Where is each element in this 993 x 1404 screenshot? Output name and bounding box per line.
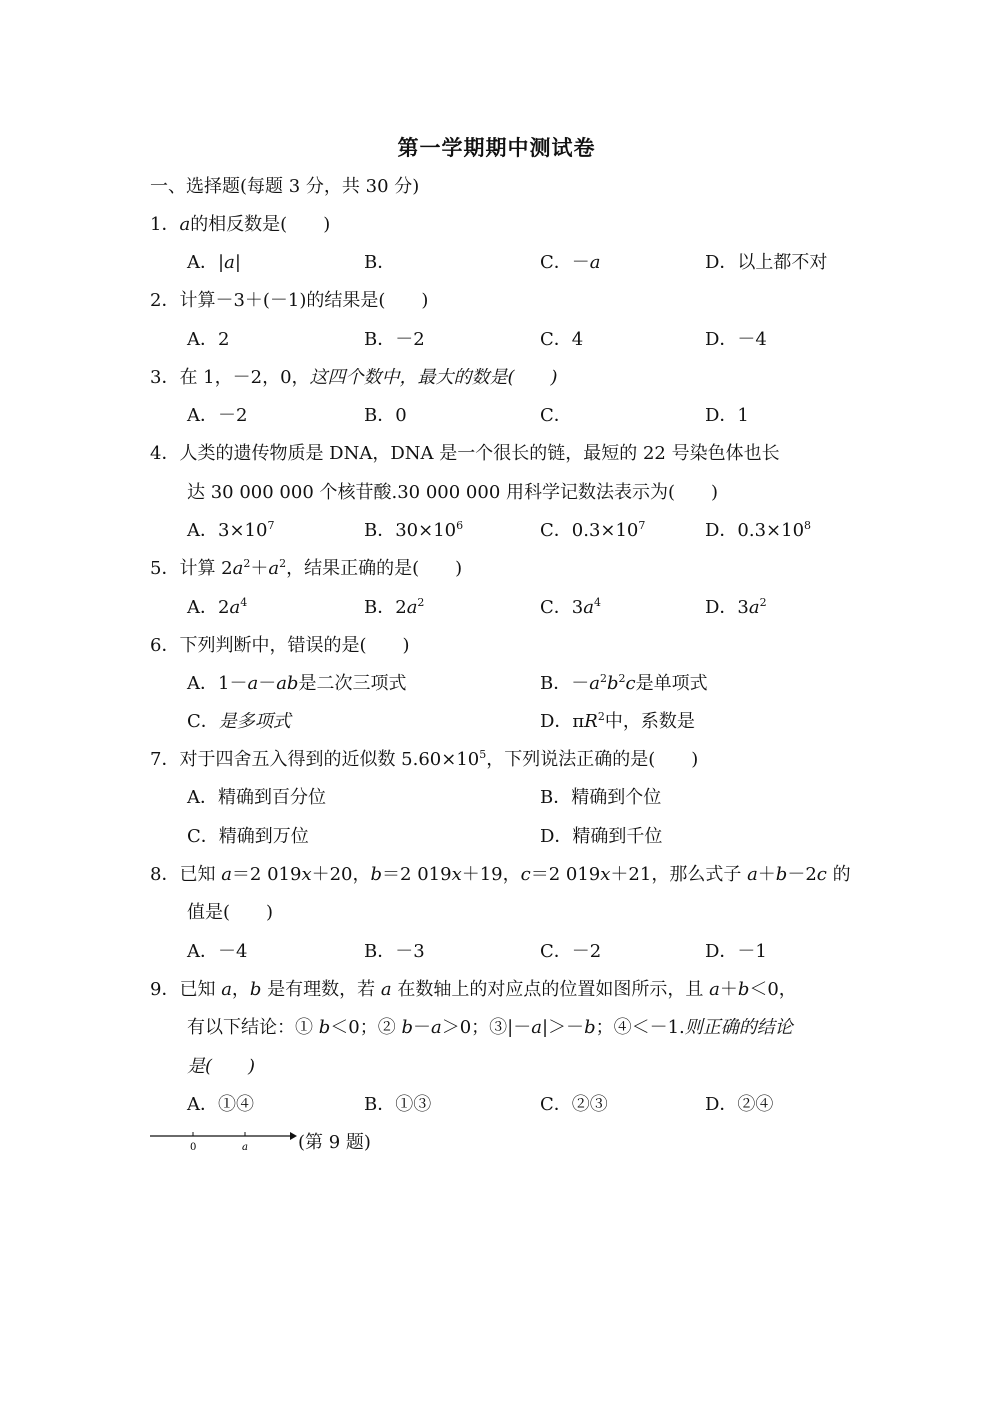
q1-option-d: D．以上都不对 (705, 252, 828, 273)
q8-option-b: B．－3 (364, 941, 425, 962)
q6-option-a: A．1－a－ab是二次三项式 (187, 673, 407, 694)
q8-option-a: A．－4 (187, 941, 248, 962)
question-2: 2．计算－3＋(－1)的结果是( ) (150, 290, 429, 311)
q3-option-c: C． (540, 405, 572, 426)
q8-option-d: D．－1 (705, 941, 767, 962)
q3-option-a: A．－2 (187, 405, 248, 426)
q7-option-b: B．精确到个位 (540, 787, 662, 808)
q5-option-d: D．$3a^2$ (705, 596, 767, 618)
q2-option-a: A．2 (187, 329, 230, 350)
question-4-line-1: 4．人类的遗传物质是 DNA，DNA 是一个很长的链，最短的 22 号染色体也长 (150, 443, 780, 464)
q4-option-c: C．$0.3\times 10^7$ (540, 519, 646, 541)
q2-option-c: C．4 (540, 329, 584, 350)
question-9-line-1: 9．已知 a，b 是有理数，若 a 在数轴上的对应点的位置如图所示，且 a＋b＜0， (150, 979, 797, 1000)
q5-option-c: C．$3a^4$ (540, 596, 601, 618)
number-line-figure (150, 1128, 298, 1154)
q3-option-b: B．0 (364, 405, 407, 426)
q4-option-a: A．$3\times 10^7$ (187, 519, 275, 541)
q4-option-d: D．$0.3\times 10^8$ (705, 519, 812, 541)
question-3: 3．在 1，－2，0，这四个数中，最大的数是( ) (150, 367, 558, 388)
q9-option-d: D．②④ (705, 1094, 774, 1115)
q7-option-a: A．精确到百分位 (187, 787, 326, 808)
question-4-line-2: 达 30 000 000 个核苷酸.30 000 000 用科学记数法表示为( ) (187, 482, 719, 503)
section-heading: 一、选择题(每题 3 分，共 30 分) (150, 176, 420, 197)
page-title: 第一学期期中测试卷 (397, 135, 596, 160)
question-5: 5．计算 $2a^2+a^2$，结果正确的是( ) (150, 557, 463, 579)
question-9-line-2: 有以下结论：① b＜0；② b－a＞0；③|－a|＞－b；④＜－1.则正确的结论 (187, 1017, 793, 1038)
label-zero: 0 (190, 1142, 197, 1153)
q1-option-a: A．|a| (187, 252, 241, 273)
question-8-line-2: 值是( ) (187, 902, 274, 923)
question-1: 1．a的相反数是( ) (150, 214, 331, 235)
label-a: a (242, 1142, 248, 1153)
question-8-line-1: 8．已知 a＝2 019x＋20，b＝2 019x＋19，c＝2 019x＋21，那么式子 a＋b－2c 的 (150, 864, 851, 885)
q5-option-b: B．$2a^2$ (364, 596, 425, 618)
q9-option-a: A．①④ (187, 1094, 254, 1115)
q7-option-c: C．精确到万位 (187, 826, 309, 847)
question-6: 6．下列判断中，错误的是( ) (150, 635, 410, 656)
q1-option-c: C．－a (540, 252, 601, 273)
question-7: 7．对于四舍五入得到的近似数 $5.60\times 10^5$，下列说法正确的是( ) (150, 748, 699, 770)
q3-option-d: D．1 (705, 405, 749, 426)
q1-option-b: B． (364, 252, 396, 273)
q6-option-b: B．$-a^2b^2c$是单项式 (540, 672, 708, 694)
q4-option-b: B．$30\times 10^6$ (364, 519, 464, 541)
q6-option-d: D．$\pi R^2$中，系数是 (540, 710, 695, 732)
q5-option-a: A．$2a^4$ (187, 596, 248, 618)
q9-option-c: C．②③ (540, 1094, 608, 1115)
figure-caption: (第 9 题) (298, 1132, 371, 1153)
question-9-line-3: 是( ) (187, 1056, 256, 1077)
q2-option-d: D．－4 (705, 329, 767, 350)
q7-option-d: D．精确到千位 (540, 826, 663, 847)
q2-option-b: B．－2 (364, 329, 425, 350)
q8-option-c: C．－2 (540, 941, 602, 962)
q6-option-c: C．是多项式 (187, 711, 291, 732)
number-line-arrow (290, 1132, 297, 1140)
q9-option-b: B．①③ (364, 1094, 432, 1115)
